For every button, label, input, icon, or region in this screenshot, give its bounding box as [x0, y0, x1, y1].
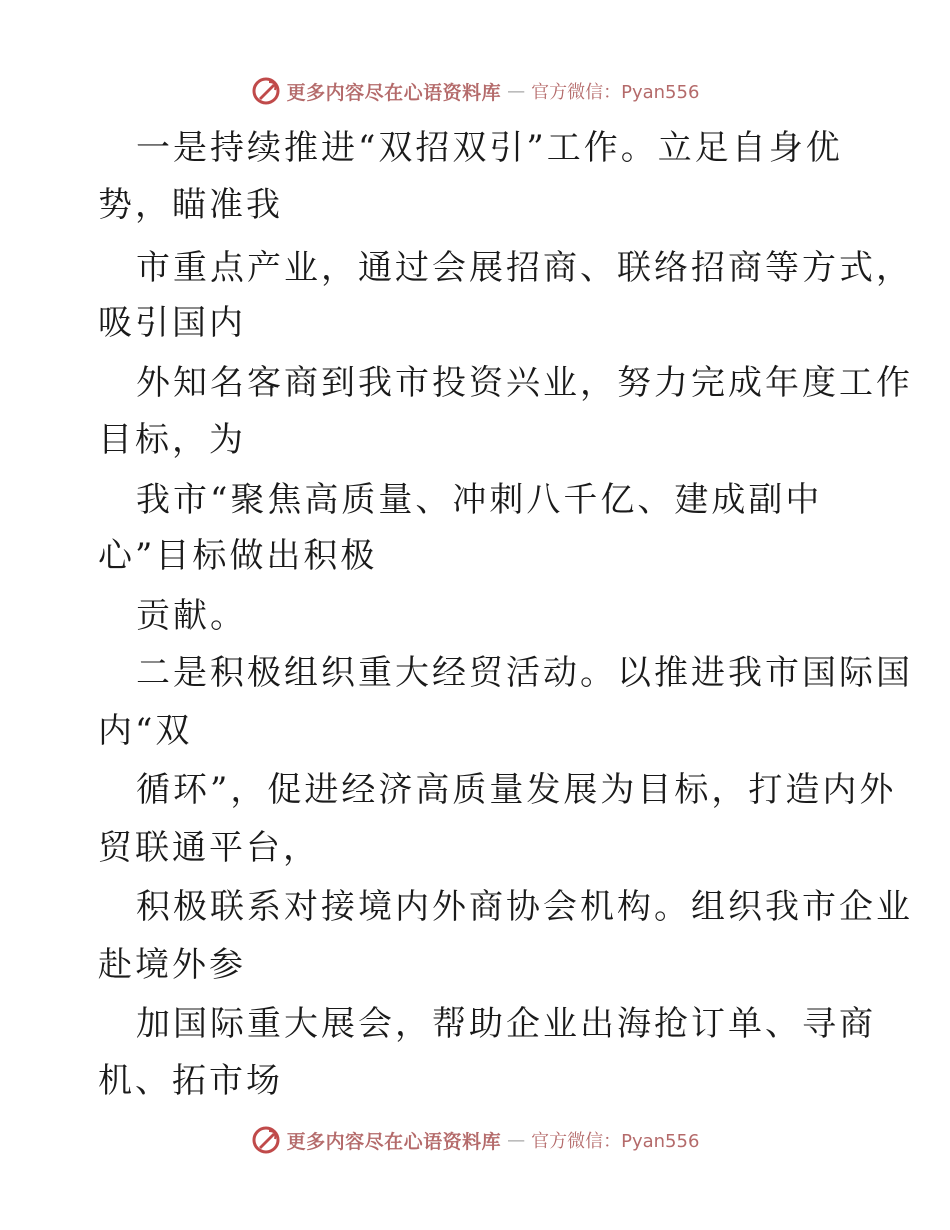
text-line: 我市“聚焦高质量、冲刺八千亿、建成副中: [136, 480, 823, 520]
text-line: 循环”，促进经济高质量发展为目标，打造内外: [136, 770, 897, 810]
text-line: 心”目标做出积极: [98, 536, 378, 576]
text-line: 内“双: [98, 711, 193, 751]
watermark-dash: —: [507, 1129, 526, 1151]
text-line: 机、拓市场: [98, 1061, 283, 1101]
text-line: 目标，为: [98, 420, 246, 460]
watermark-text: 更多内容尽在心语资料库: [286, 81, 502, 104]
text-line: 赴境外参: [98, 945, 246, 985]
text-line: 外知名客商到我市投资兴业，努力完成年度工作: [136, 363, 913, 403]
watermark-dash: —: [507, 80, 526, 102]
text-line: 贸联通平台，: [98, 828, 320, 868]
quill-logo-icon: [251, 76, 281, 106]
footer-watermark: [0, 1120, 950, 1160]
text-line: 势，瞄准我: [98, 185, 283, 225]
watermark-text: 更多内容尽在心语资料库: [286, 1130, 502, 1153]
header-watermark: [0, 71, 950, 111]
text-line: 一是持续推进“双招双引”工作。立足自身优: [136, 128, 843, 168]
watermark-contact: 官方微信：Pyan556: [531, 82, 700, 103]
quill-logo-icon: [251, 1125, 281, 1155]
text-line: 积极联系对接境内外商协会机构。组织我市企业: [136, 887, 913, 927]
text-line: 市重点产业，通过会展招商、联络招商等方式，: [136, 248, 913, 288]
text-line: 贡献。: [136, 596, 247, 636]
watermark-contact: 官方微信：Pyan556: [531, 1131, 700, 1152]
text-line: 加国际重大展会，帮助企业出海抢订单、寻商: [136, 1004, 876, 1044]
text-line: 吸引国内: [98, 303, 246, 343]
text-line: 二是积极组织重大经贸活动。以推进我市国际国: [136, 653, 913, 693]
